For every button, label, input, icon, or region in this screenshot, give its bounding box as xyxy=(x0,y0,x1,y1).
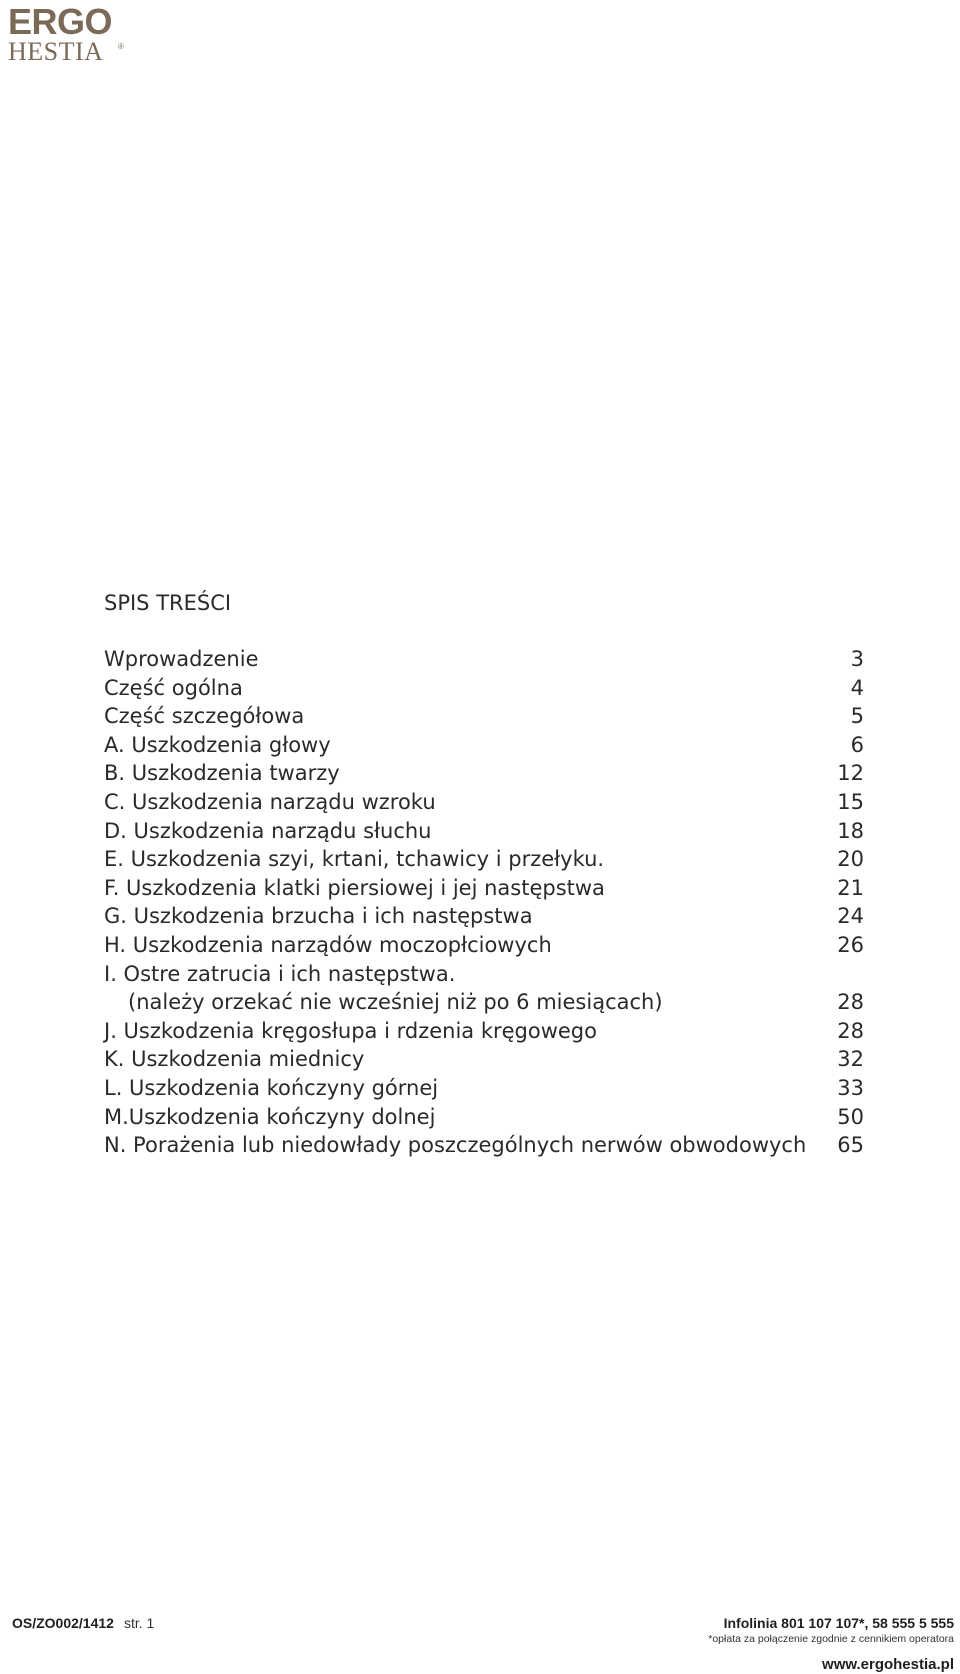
toc-entry-page: 6 xyxy=(850,732,864,757)
ergo-hestia-logo xyxy=(8,2,128,66)
toc-entry-text: G. Uszkodzenia brzucha i ich następstwa xyxy=(104,904,533,929)
toc-entry-text: J. Uszkodzenia kręgosłupa i rdzenia kręgowego xyxy=(104,1018,597,1043)
toc-entry-text: Część szczegółowa xyxy=(104,704,305,729)
toc-entry-text: F. Uszkodzenia klatki piersiowej i jej następstwa xyxy=(104,875,605,900)
toc-entry-text: H. Uszkodzenia narządów moczopłciowych xyxy=(104,932,552,957)
toc-entry-page: 12 xyxy=(837,761,864,786)
page-number: str. 1 xyxy=(123,1615,155,1631)
logo-ergo-text: ERGO xyxy=(8,1,113,42)
toc-entry-text: L. Uszkodzenia kończyny górnej xyxy=(104,1075,439,1100)
table-of-contents xyxy=(104,645,864,1160)
toc-entry-page: 50 xyxy=(837,1104,864,1129)
toc-entry-page: 26 xyxy=(837,932,864,957)
logo-hestia-text: HESTIA xyxy=(8,37,104,66)
toc-entry[interactable] xyxy=(104,931,864,960)
infolinia-phone: Infolinia 801 107 107*, 58 555 5 555 xyxy=(723,1615,954,1631)
toc-entry[interactable] xyxy=(104,902,864,931)
logo-registered-mark: ® xyxy=(118,42,124,51)
toc-entry-text: N. Porażenia lub niedowłady poszczególnych nerwów obwodowych xyxy=(104,1133,807,1158)
toc-entry-text: Wprowadzenie xyxy=(104,647,259,671)
toc-entry[interactable] xyxy=(104,788,864,817)
toc-entry[interactable] xyxy=(104,1131,864,1160)
toc-entry[interactable] xyxy=(104,645,864,674)
toc-entry-text: D. Uszkodzenia narządu słuchu xyxy=(104,818,432,843)
toc-title: SPIS TREŚCI xyxy=(104,591,232,615)
toc-entry[interactable] xyxy=(104,1045,864,1074)
toc-entry-text: A. Uszkodzenia głowy xyxy=(104,732,331,757)
toc-entry[interactable] xyxy=(104,702,864,731)
document-code: OS/ZO002/1412 xyxy=(12,1615,114,1631)
website-link[interactable]: www.ergohestia.pl xyxy=(822,1656,954,1673)
toc-entry-text: M.Uszkodzenia kończyny dolnej xyxy=(104,1104,436,1129)
toc-entry-text: I. Ostre zatrucia i ich następstwa. xyxy=(104,961,456,986)
toc-entry-page: 32 xyxy=(837,1047,864,1072)
toc-entry-page: 20 xyxy=(837,847,864,872)
contact-footer xyxy=(708,1614,954,1674)
toc-entry-text: B. Uszkodzenia twarzy xyxy=(104,761,340,786)
toc-entry-page: 18 xyxy=(837,818,864,843)
call-cost-note: *opłata za połączenie zgodnie z cennikiem operatora xyxy=(708,1633,954,1645)
toc-entry[interactable] xyxy=(104,674,864,703)
toc-entry[interactable] xyxy=(104,960,864,989)
toc-entry-text: K. Uszkodzenia miednicy xyxy=(104,1047,365,1072)
toc-entry-page: 65 xyxy=(837,1133,864,1158)
toc-entry-page: 28 xyxy=(837,1018,864,1043)
toc-entry[interactable] xyxy=(104,759,864,788)
toc-entry-page: 33 xyxy=(837,1075,864,1100)
toc-entry[interactable] xyxy=(104,1074,864,1103)
toc-entry[interactable] xyxy=(104,731,864,760)
toc-entry-page: 3 xyxy=(850,647,864,671)
toc-entry-page: 5 xyxy=(850,704,864,729)
toc-entry-text: Część ogólna xyxy=(104,675,243,700)
toc-entry-text: E. Uszkodzenia szyi, krtani, tchawicy i przełyku. xyxy=(104,847,605,872)
toc-entry-text: (należy orzekać nie wcześniej niż po 6 miesiącach) xyxy=(128,990,663,1015)
toc-entry-continuation[interactable] xyxy=(104,988,864,1017)
toc-entry-page: 15 xyxy=(837,789,864,814)
toc-entry[interactable] xyxy=(104,1017,864,1046)
toc-entry-page: 21 xyxy=(837,875,864,900)
toc-entry[interactable] xyxy=(104,874,864,903)
toc-entry-page: 28 xyxy=(837,990,864,1015)
toc-entry[interactable] xyxy=(104,1103,864,1132)
toc-entry-page: 24 xyxy=(837,904,864,929)
toc-entry[interactable] xyxy=(104,817,864,846)
toc-entry-text: C. Uszkodzenia narządu wzroku xyxy=(104,789,436,814)
toc-entry[interactable] xyxy=(104,845,864,874)
document-code-footer xyxy=(12,1614,154,1632)
toc-entry-page: 4 xyxy=(850,675,864,700)
